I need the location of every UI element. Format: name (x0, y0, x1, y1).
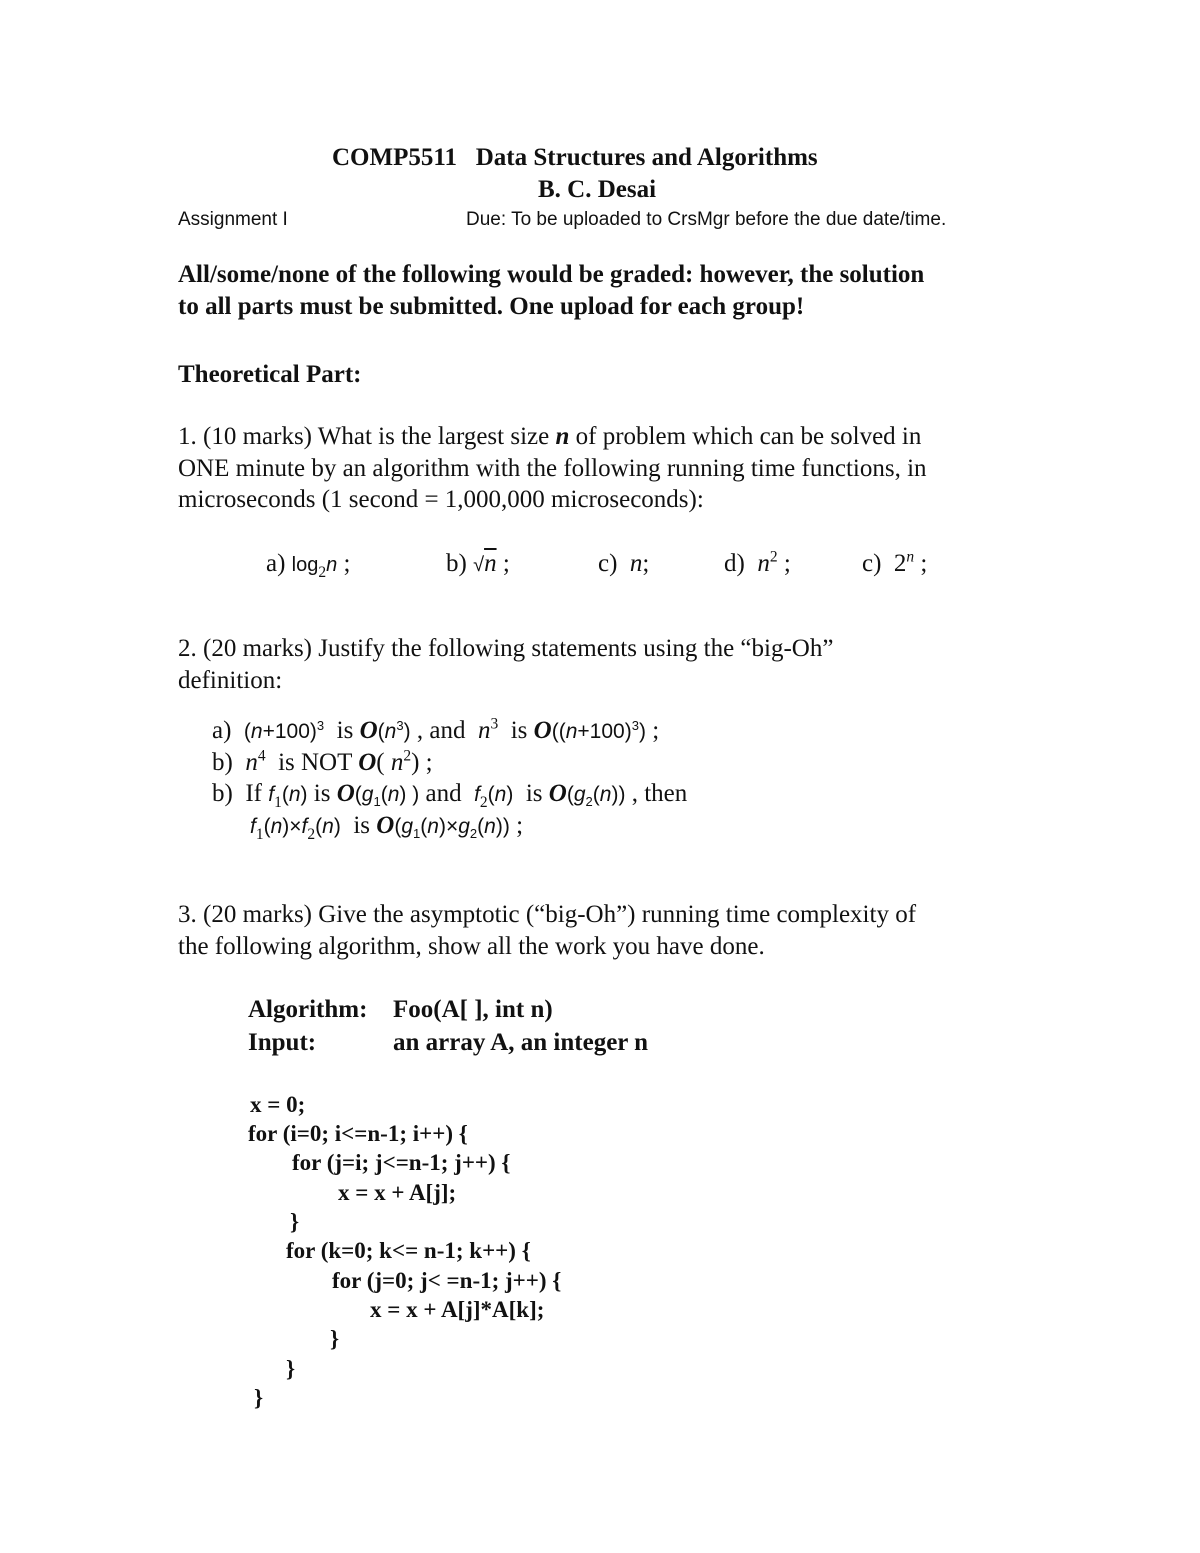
q1-line-2: ONE minute by an algorithm with the following running time functions, in (178, 455, 927, 482)
q1-option-b: b) √n ; (446, 550, 510, 577)
q2-item-b1: b) $n^4$ is NOT O( $n^2$) ; (212, 747, 433, 776)
q1-option-d: d) $n^2$ ; (724, 548, 791, 577)
code-line: } (330, 1326, 340, 1351)
q3-line-1: 3. (20 marks) Give the asymptotic (“big-Oh”) running time complexity of (178, 901, 917, 928)
q1-option-a: a) $\log_2n$ ; (266, 550, 351, 581)
instructor-name: B. C. Desai (538, 176, 657, 203)
input-description: an array A, an integer n (393, 1029, 649, 1056)
q3-line-2: the following algorithm, show all the work you have done. (178, 933, 765, 960)
due-note: Due: To be uploaded to CrsMgr before the due date/time. (466, 209, 947, 230)
code-line: for (j=i; j<=n-1; j++) { (292, 1150, 511, 1175)
code-line: for (j=0; j< =n-1; j++) { (332, 1268, 562, 1293)
q1-line-3: microseconds (1 second = 1,000,000 microseconds): (178, 486, 704, 513)
sqrt-icon: √ (473, 554, 485, 576)
code-line: } (254, 1385, 264, 1410)
q2-item-a: a) $(n+100)^3$ is $O(n^3)$ , and $n^3$ is $O((n+100)^3)$ ; (212, 715, 660, 744)
q1-var-n: n (555, 423, 570, 450)
course-name: Data Structures and Algorithms (475, 144, 818, 171)
algo-label: Algorithm: (248, 996, 368, 1023)
notice-line-2: to all parts must be submitted. One upload for each group! (178, 293, 805, 320)
code-line: x = x + A[j]; (338, 1180, 457, 1205)
code-line: } (290, 1209, 300, 1234)
q2-line-1: 2. (20 marks) Justify the following statements using the “big-Oh” (178, 635, 834, 662)
code-line: for (i=0; i<=n-1; i++) { (248, 1121, 468, 1146)
code-line: for (k=0; k<= n-1; k++) { (286, 1238, 531, 1263)
notice-line-1: All/some/none of the following would be graded: however, the solution (178, 261, 925, 288)
course-title (332, 144, 818, 172)
code-line: } (286, 1356, 296, 1381)
q2-item-b2-cont: $f_1(n)\times f_2(n)$ is $O(g_1(n)\times g_2(n))$ ; (250, 812, 524, 843)
course-code: COMP5511 (332, 144, 457, 171)
q1-line-1 (178, 423, 921, 451)
q2-line-2: definition: (178, 667, 283, 694)
input-label: Input: (248, 1029, 317, 1056)
algo-signature: Foo(A[ ], int n) (393, 996, 553, 1023)
code-line: x = 0; (250, 1092, 306, 1117)
section-title: Theoretical Part: (178, 361, 362, 388)
q1-text-b: of problem which can be solved in (569, 423, 922, 450)
assignment-label: Assignment I (178, 209, 288, 230)
q2-item-b2: b) If $f_1(n)$ is $O(g_1(n)$ ) and $f_2(n)$ is $O(g_2(n))$ , then (212, 780, 688, 811)
code-line: x = x + A[j]*A[k]; (370, 1297, 545, 1322)
q1-option-e: c) 2$^n$ ; (862, 548, 928, 577)
q1-text-a: 1. (10 marks) What is the largest size (178, 423, 556, 450)
q1-option-c: c) n; (598, 550, 650, 577)
